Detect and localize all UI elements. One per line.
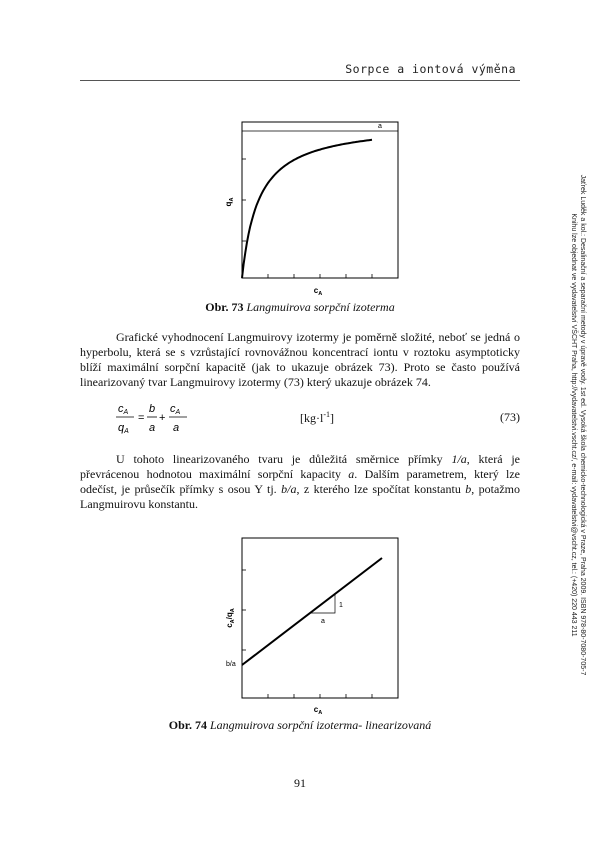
copyright-sidenote <box>569 25 587 825</box>
svg-text:cA: cA <box>118 403 129 416</box>
paragraph-1: Grafické vyhodnocení Langmuirovy izotermy je poměrně složité, neboť se jedná o hyperbolu, která se s vzrůstající rovnovážnou koncentrací iontu v roztoku asymptoticky blíží maximální sorpční kapacitě (jak to ukazuje obrázek 73). Proto se často používá linearizovaný tvar Langmuirovy izotermy (73) který ukazuje obrázek 74. <box>80 330 520 389</box>
svg-text:a: a <box>173 422 180 434</box>
y-ticks <box>242 159 246 241</box>
header-rule <box>80 80 520 81</box>
x-axis-label: $c_A$ <box>313 286 323 297</box>
plot-frame <box>242 538 398 698</box>
equation-unit: $[kg\cdot l^{-1}]$ <box>300 410 334 425</box>
svg-text:cA: cA <box>170 403 181 416</box>
caption-73-text: Langmuirova sorpční izoterma <box>246 300 395 314</box>
x-ticks <box>268 694 372 698</box>
y-ticks <box>242 570 246 650</box>
figure-74-caption <box>80 718 520 733</box>
plot-frame <box>242 122 398 278</box>
svg-text:b: b <box>149 403 156 415</box>
header-title: Sorpce a iontová výměna <box>345 62 516 76</box>
caption-74-text: Langmuirova sorpční izoterma- linearizovaná <box>210 718 432 732</box>
linear-fit-line <box>242 558 382 665</box>
sidenote-line-2: Knihu lze objednat ve vydavatelství VŠCHT Praha, http://vydavatelstvi.vscht.cz/, e-mail: vydavatelstvi@vscht.cz, tel.: (+420) 220 443 211 <box>570 213 577 637</box>
paragraph-2: U tohoto linearizovaného tvaru je důležitá směrnice přímky 1/a, která je převrácenou hodnotou maximální sorpční kapacity a. Dalším parametrem, který lze odečíst, je průsečík přímky s osou Y tj. b/a, z kterého lze spočítat konstantu b, potažmo Langmuirovu konstantu. <box>80 452 520 511</box>
x-axis-label: $c_A$ <box>313 705 323 716</box>
figure-73-caption <box>80 300 520 315</box>
y-axis-label: $q_A$ <box>224 197 235 207</box>
caption-73-number: Obr. 73 <box>205 300 244 314</box>
caption-74-number: Obr. 74 <box>168 718 207 732</box>
asymptote-label: a <box>378 123 382 130</box>
svg-text:qA: qA <box>118 422 129 435</box>
equation-fraction <box>116 398 196 438</box>
x-ticks <box>268 274 372 278</box>
svg-text:+: + <box>159 412 166 424</box>
equation-73 <box>116 398 520 438</box>
intercept-label: b/a <box>226 661 236 668</box>
page-number: 91 <box>294 776 306 790</box>
slope-rise-label: 1 <box>339 602 343 609</box>
equation-number: (73) <box>500 410 520 424</box>
svg-text:a: a <box>149 422 156 434</box>
sidenote-line-1: Jaťrek Luděk a kol.: Desalinační a separační metody v úpravě vody. 1st ed. Vysoká škola chemicko-technologická v Praze, Praha 2009. ISBN 978-80-7080-705-7 <box>579 174 586 676</box>
y-axis-label: $c_A/q_A$ <box>225 608 236 628</box>
svg-text:=: = <box>138 412 145 424</box>
figure-74-plot <box>215 530 415 730</box>
figure-73-plot <box>215 110 415 305</box>
langmuir-curve <box>242 140 372 278</box>
running-header <box>80 62 520 78</box>
slope-run-label: a <box>321 618 325 625</box>
